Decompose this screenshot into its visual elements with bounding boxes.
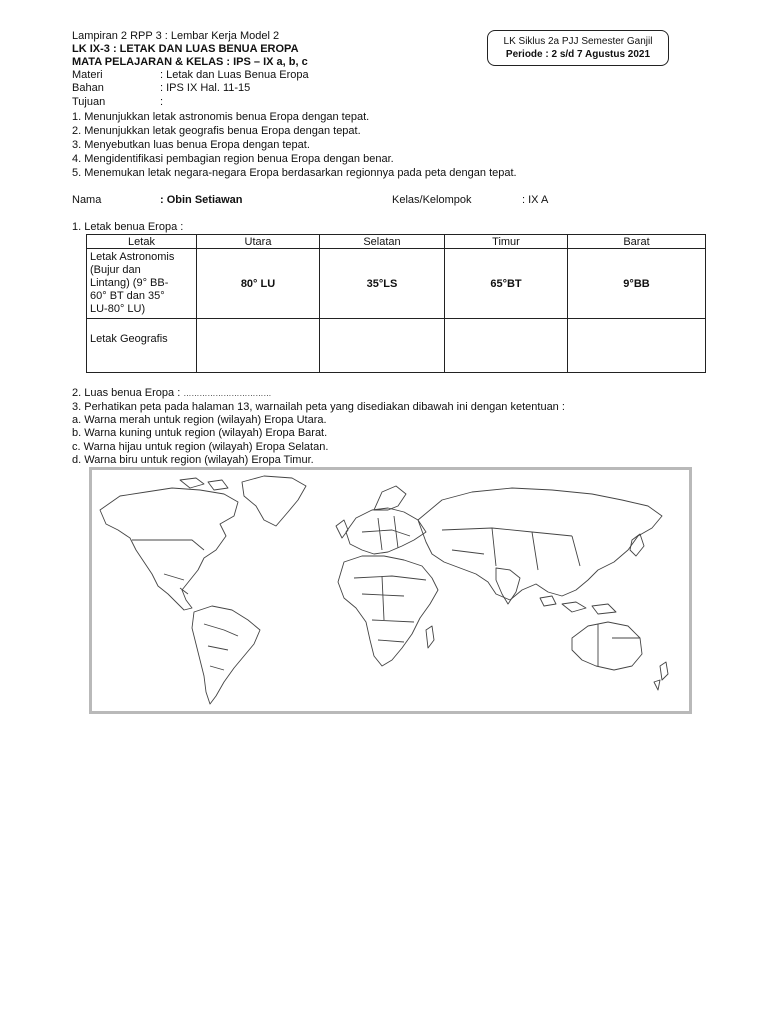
world-map[interactable] — [89, 467, 692, 714]
question-3-title: 3. Perhatikan peta pada halaman 13, warnailah peta yang disediakan dibawah ini dengan ketentuan : — [72, 401, 565, 413]
question-1-title: 1. Letak benua Eropa : — [72, 221, 184, 233]
uk-outline — [336, 520, 348, 538]
southeast-asia-islands — [540, 596, 616, 614]
north-america-outline — [100, 488, 238, 610]
africa-outline — [338, 556, 438, 666]
info-box-period: Periode : 2 s/d 7 Agustus 2021 — [505, 49, 651, 60]
color-instruction: d. Warna biru untuk region (wilayah) Eropa Timur. — [72, 454, 314, 466]
location-table — [86, 234, 706, 373]
nama-value: : Obin Setiawan — [160, 194, 243, 206]
asia-outline — [418, 488, 662, 600]
canadian-islands — [180, 478, 228, 490]
materi-label: Materi — [72, 69, 103, 81]
astronomis-label — [87, 249, 197, 319]
south-america-borders — [204, 624, 238, 670]
tujuan-label: Tujuan — [72, 96, 106, 108]
europe-outline — [346, 508, 426, 554]
info-box — [487, 30, 669, 66]
subject-class: MATA PELAJARAN & KELAS : IPS – IX a, b, c — [72, 56, 308, 68]
asia-borders — [442, 528, 580, 570]
answer-blank[interactable]: …………………………… — [183, 389, 272, 398]
timur-value: 65°BT — [445, 249, 568, 319]
color-instruction: c. Warna hijau untuk region (wilayah) Eropa Selatan. — [72, 441, 329, 453]
world-map-outline — [92, 470, 689, 711]
europe-borders — [362, 516, 410, 550]
north-america-borders — [132, 540, 204, 594]
geografis-label: Letak Geografis — [87, 319, 197, 373]
africa-borders — [354, 576, 426, 642]
objective-item: 5. Menemukan letak negara-negara Eropa berdasarkan regionnya pada peta dengan tepat. — [72, 167, 517, 179]
objective-item: 1. Menunjukkan letak astronomis benua Eropa dengan tepat. — [72, 111, 370, 123]
geografis-barat-cell[interactable] — [568, 319, 706, 373]
info-box-line-1: LK Siklus 2a PJJ Semester Ganjil — [503, 36, 653, 47]
tujuan-value: : — [160, 96, 164, 108]
table-header-row — [87, 235, 706, 249]
astronomis-label-line: Lintang) (9° BB- — [90, 277, 169, 289]
australia-outline — [572, 622, 642, 670]
scandinavia-outline — [374, 486, 406, 510]
objective-item: 4. Mengidentifikasi pembagian region benua Eropa dengan benar. — [72, 153, 394, 165]
geografis-utara-cell[interactable] — [197, 319, 320, 373]
astronomis-label-line: LU-80° LU) — [90, 303, 146, 315]
header-letak: Letak — [87, 235, 197, 249]
color-instruction: a. Warna merah untuk region (wilayah) Eropa Utara. — [72, 414, 327, 426]
objective-item: 3. Menyebutkan luas benua Eropa dengan tepat. — [72, 139, 310, 151]
objective-item: 2. Menunjukkan letak geografis benua Eropa dengan tepat. — [72, 125, 361, 137]
header-selatan: Selatan — [320, 235, 445, 249]
header-utara: Utara — [197, 235, 320, 249]
barat-value: 9°BB — [568, 249, 706, 319]
new-zealand-outline — [654, 662, 668, 690]
bahan-label: Bahan — [72, 82, 104, 94]
geografis-timur-cell[interactable] — [445, 319, 568, 373]
question-2-title: 2. Luas benua Eropa : — [72, 387, 181, 399]
geografis-selatan-cell[interactable] — [320, 319, 445, 373]
color-instruction: b. Warna kuning untuk region (wilayah) Eropa Barat. — [72, 427, 328, 439]
table-row — [87, 319, 706, 373]
materi-value: : Letak dan Luas Benua Eropa — [160, 69, 309, 81]
header-timur: Timur — [445, 235, 568, 249]
india-outline — [496, 568, 520, 604]
astronomis-label-line: (Bujur dan — [90, 264, 141, 276]
madagascar-outline — [426, 626, 434, 648]
astronomis-label-line: 60° BT dan 35° — [90, 290, 165, 302]
selatan-value: 35°LS — [320, 249, 445, 319]
worksheet-title: LK IX-3 : LETAK DAN LUAS BENUA EROPA — [72, 43, 299, 55]
table-row — [87, 249, 706, 319]
australia-borders — [598, 624, 640, 666]
utara-value: 80° LU — [197, 249, 320, 319]
header-line-1: Lampiran 2 RPP 3 : Lembar Kerja Model 2 — [72, 30, 280, 42]
south-america-outline — [192, 606, 260, 704]
question-2 — [72, 387, 271, 400]
nama-label: Nama — [72, 194, 102, 206]
greenland-outline — [242, 476, 306, 526]
astronomis-label-line: Letak Astronomis — [90, 251, 175, 263]
header-barat: Barat — [568, 235, 706, 249]
kelas-value: : IX A — [522, 194, 549, 206]
bahan-value: : IPS IX Hal. 11-15 — [160, 82, 251, 94]
kelas-label: Kelas/Kelompok — [392, 194, 472, 206]
